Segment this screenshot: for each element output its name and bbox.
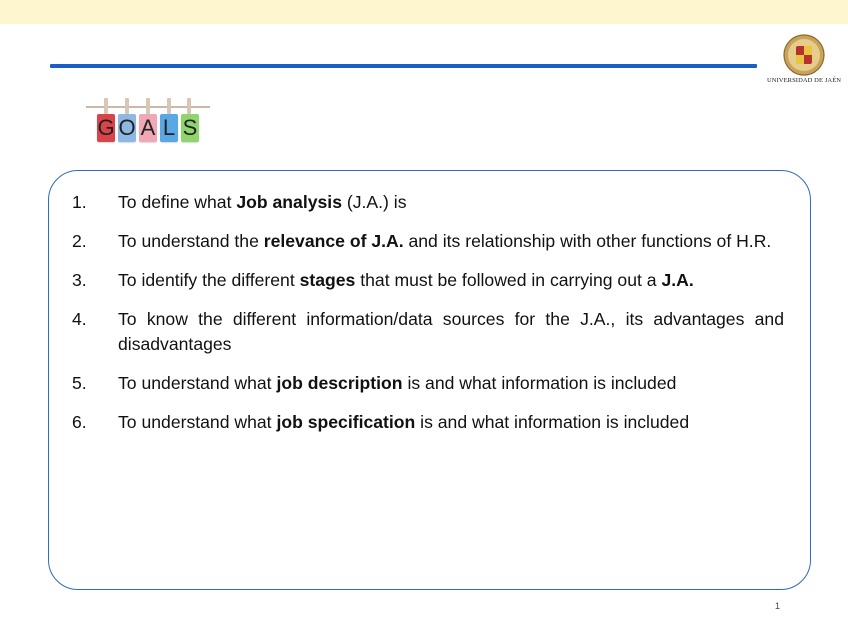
- top-band: [0, 0, 848, 24]
- goals-list: [72, 190, 784, 449]
- goal-item: [72, 190, 784, 215]
- goals-letter-card: S: [182, 115, 198, 140]
- goals-letter-card: O: [118, 115, 136, 140]
- clothespin-icon: [167, 98, 171, 114]
- goal-text: To understand the relevance of J.A. and its relationship with other functions of H.R.: [118, 231, 772, 251]
- goal-item: [72, 229, 784, 254]
- goals-letter-card: L: [160, 114, 178, 142]
- goal-text: To understand what job specification is and what information is included: [118, 412, 690, 432]
- page-number: 1: [775, 601, 781, 611]
- goal-item: [72, 410, 784, 435]
- clothespin-icon: [104, 98, 108, 114]
- clothespin-icon: [125, 98, 129, 114]
- goal-number: 2.: [72, 231, 87, 251]
- goal-text: To know the different information/data sources for the J.A., its advantages and disadvantages: [118, 309, 784, 354]
- goals-letter-card: A: [140, 115, 156, 140]
- goal-item: [72, 268, 784, 293]
- goal-number: 1.: [72, 192, 87, 212]
- goal-number: 5.: [72, 373, 87, 393]
- goal-number: 6.: [72, 412, 87, 432]
- university-seal-icon: [781, 33, 827, 77]
- goals-letter-card: G: [97, 115, 115, 140]
- goal-number: 4.: [72, 309, 87, 329]
- goal-text: To identify the different stages that must be followed in carrying out a J.A.: [118, 270, 694, 290]
- university-logo: [765, 33, 843, 93]
- clothespin-icon: [146, 98, 150, 114]
- title-rule: [50, 64, 757, 68]
- goal-text: To define what Job analysis (J.A.) is: [118, 192, 407, 212]
- goal-text: To understand what job description is and what information is included: [118, 373, 677, 393]
- goal-item: [72, 307, 784, 357]
- goal-number: 3.: [72, 270, 87, 290]
- clothespin-icon: [187, 98, 191, 114]
- goals-illustration: [86, 92, 206, 148]
- goal-item: [72, 371, 784, 396]
- university-name: UNIVERSIDAD DE JAÉN: [766, 77, 842, 84]
